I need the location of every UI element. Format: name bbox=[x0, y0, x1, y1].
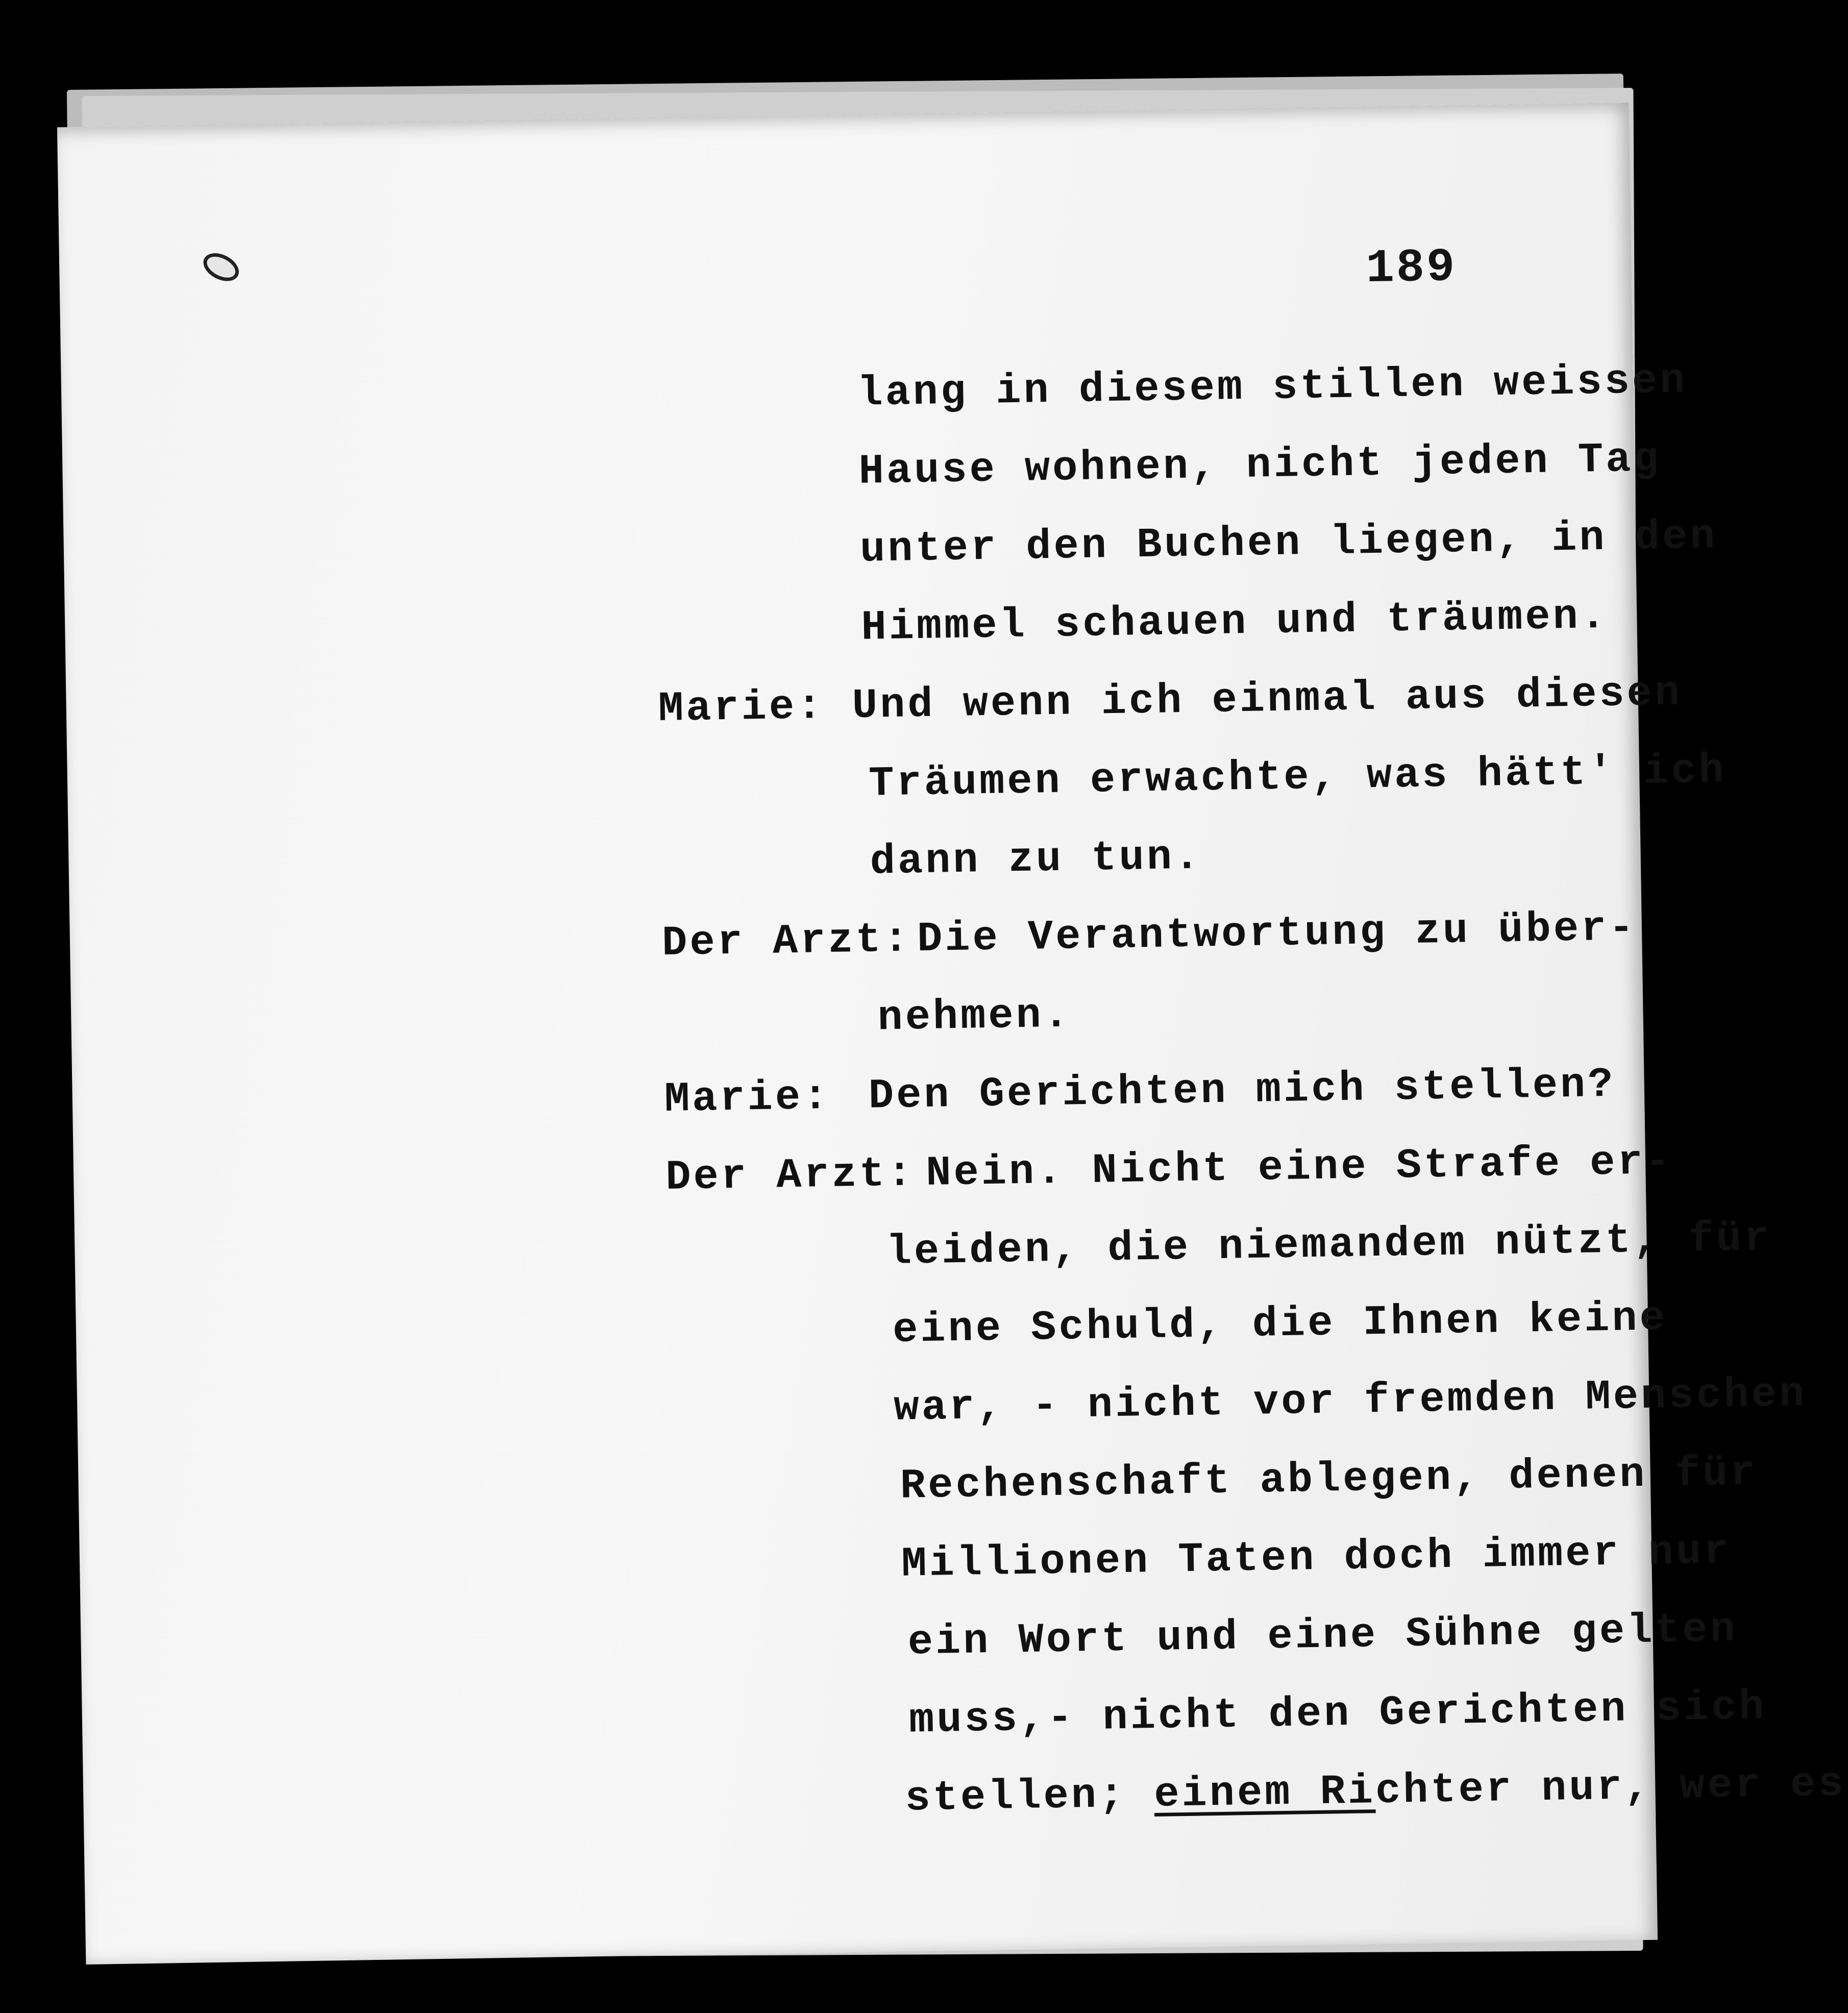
text-line bbox=[672, 1528, 1732, 1623]
typescript-page bbox=[57, 103, 1846, 1965]
script-text-block bbox=[653, 357, 1846, 1857]
text-line bbox=[668, 1294, 1668, 1388]
line-text: nehmen. bbox=[877, 991, 1072, 1042]
text-line bbox=[670, 1449, 1758, 1544]
line-text: Die Verantwortung zu über- bbox=[917, 904, 1637, 964]
line-text: Träumen erwachte, was hätt' ich bbox=[868, 747, 1727, 808]
line-text: eine Schuld, die Ihnen keine bbox=[892, 1294, 1668, 1354]
text-line bbox=[664, 1061, 1624, 1154]
line-text: unter den Buchen liegen, in den bbox=[859, 512, 1718, 574]
line-text: war, - nicht vor fremden Menschen bbox=[893, 1370, 1807, 1432]
text-line bbox=[654, 435, 1662, 530]
text-line bbox=[655, 512, 1718, 608]
line-text: leiden, die niemandem nützt, für bbox=[886, 1214, 1772, 1276]
speaker-name: Der Arzt: bbox=[665, 1150, 915, 1201]
speaker-name: Marie: bbox=[664, 1073, 831, 1123]
line-text: Und wenn ich einmal aus diesen bbox=[852, 669, 1683, 730]
page-number: 189 bbox=[1365, 240, 1458, 296]
text-line bbox=[667, 1214, 1772, 1310]
text-line bbox=[657, 593, 1617, 686]
text-line bbox=[660, 826, 1621, 920]
line-text-before: stellen; bbox=[904, 1771, 1127, 1823]
line-text: Rechenschaft ablegen, denen für bbox=[900, 1449, 1758, 1510]
line-text: dann zu tun. bbox=[869, 833, 1202, 886]
text-line bbox=[658, 669, 1683, 764]
speaker-name: Marie: bbox=[658, 682, 825, 733]
text-line bbox=[669, 1370, 1807, 1466]
text-line bbox=[674, 1683, 1767, 1779]
text-line bbox=[673, 1606, 1738, 1701]
text-line bbox=[653, 357, 1688, 452]
line-text: lang in diesem stillen weissen bbox=[857, 357, 1688, 418]
underlined-text: einem Ri bbox=[1153, 1767, 1376, 1819]
line-text: Nein. Nicht eine Strafe er- bbox=[925, 1138, 1673, 1197]
line-text: Millionen Taten doch immer nur bbox=[901, 1528, 1732, 1588]
line-text: muss,- nicht den Gerichten sich bbox=[908, 1683, 1767, 1745]
text-line bbox=[675, 1760, 1846, 1857]
text-line bbox=[661, 904, 1637, 998]
text-line bbox=[663, 983, 1623, 1076]
text-line bbox=[659, 747, 1727, 842]
line-text: Himmel schauen und träumen. bbox=[860, 592, 1609, 652]
text-line bbox=[665, 1138, 1673, 1232]
line-text: Hause wohnen, nicht jeden Tag bbox=[858, 435, 1662, 496]
punch-hole-mark bbox=[199, 248, 243, 286]
line-text: Den Gerichten mich stellen? bbox=[868, 1061, 1616, 1120]
line-text: ein Wort und eine Sühne gelten bbox=[907, 1606, 1738, 1666]
speaker-name: Der Arzt: bbox=[661, 916, 911, 967]
line-text-after: chter nur, wer es bbox=[1375, 1760, 1846, 1815]
